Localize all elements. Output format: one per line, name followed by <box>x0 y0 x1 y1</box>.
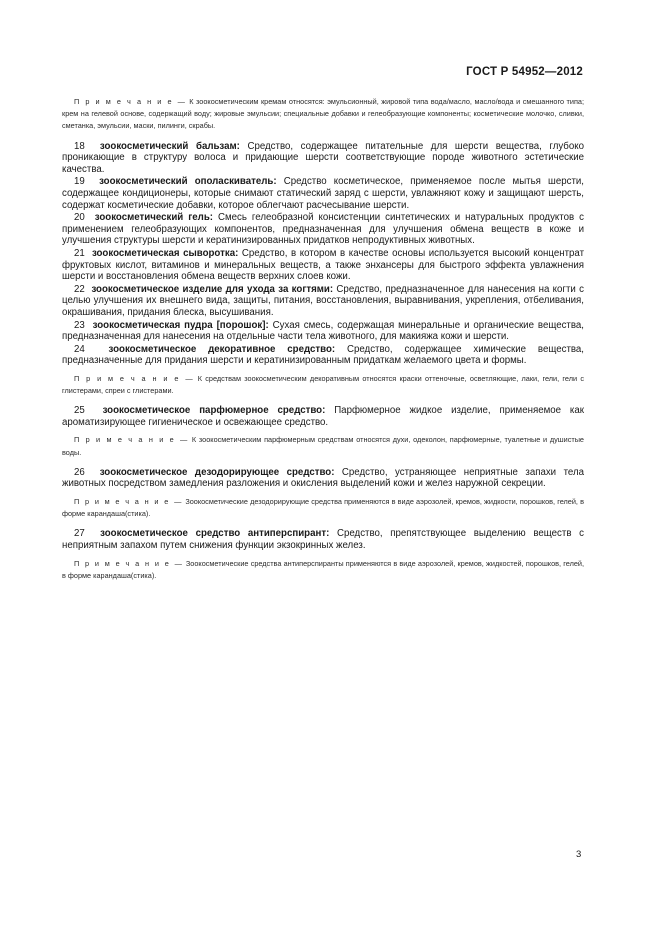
note-label: П р и м е ч а н и е — <box>74 435 190 445</box>
definition-number: 26 <box>74 466 85 478</box>
definition-paragraph <box>62 284 584 319</box>
note-label: П р и м е ч а н и е — <box>74 97 187 106</box>
note-label: П р и м е ч а н и е — <box>74 497 184 507</box>
definition-text: Сухая смесь, содержащая минеральные и органические вещества, предназначенная для нанесения на отдельные части тела животного, для макияжа кожи и шерсти. <box>62 319 584 343</box>
definition-term: зоокосметическое изделие для ухода за когтями: <box>91 283 334 295</box>
definition-text: Смесь гелеобразной консистенции синтетических и натуральных продуктов с применением гелеобразующих компонентов, предназначенная для улучшения обмена веществ в коже и улучшения структуры шерсти и кератинизированных придатков непродуктивных животных. <box>62 212 584 247</box>
definition-text: Средство, содержащее химические вещества, предназначенные для придания шерсти и кератинизированным придаткам желаемого цвета и формы. <box>62 343 584 367</box>
note-text: К средствам зоокосметическим декоративным относятся краски оттеночные, осветляющие, лаки, гели, гели с глистерами, спреи с глистерами. <box>62 373 584 396</box>
note-text: Зоокосметические дезодорирующие средства применяются в виде аэрозолей, кремов, жидкости, порошков, гелей, в форме карандаша(стика). <box>62 497 584 519</box>
definition-term: зоокосметический гель: <box>94 212 213 224</box>
definition-paragraph <box>62 176 584 211</box>
definition-term: зоокосметическое дезодорирующее средство: <box>99 466 335 478</box>
note-paragraph <box>62 496 584 520</box>
definition-number: 18 <box>74 140 85 152</box>
definition-term: зоокосметическая сыворотка: <box>91 247 239 259</box>
definition-term: зоокосметический ополаскиватель: <box>99 176 277 188</box>
definition-paragraph <box>62 528 584 551</box>
definition-paragraph <box>62 320 584 343</box>
note-paragraph <box>62 434 584 458</box>
note-label: П р и м е ч а н и е — <box>74 373 195 383</box>
note-paragraph <box>62 96 584 133</box>
note-paragraph <box>62 558 584 582</box>
definition-paragraph <box>62 248 584 283</box>
definition-term: зоокосметическое парфюмерное средство: <box>102 405 326 417</box>
definition-paragraph <box>62 467 584 490</box>
definition-text: Средство, в котором в качестве основы используется высокий концентрат фруктовых кислот, витаминов и минеральных веществ, а также энхансеры для быстрого эффекта увлажнения шерсти и восстановления обмена веществ верхних слоев кожи. <box>62 247 585 283</box>
definition-number: 19 <box>74 176 85 188</box>
definition-term: зоокосметический бальзам: <box>99 140 240 152</box>
definition-number: 24 <box>74 343 85 355</box>
definition-text: Средство, предназначенное для нанесения на когти с целью улучшения их внешнего вида, защиты, питания, восстановления, выравнивания, укрепления, отбеливания, окрашивания, придания блеска, высушивания. <box>62 283 584 318</box>
note-text: К зоокосметическим кремам относятся: эмульсионный, жировой типа вода/масло, масло/вода и смешанного типа; крем на гелевой основе, содержащий воду; жировые эмульсии; специальные добавки и гелеобразующие компоненты; косметические молочко, сливки, сметанка, эмульсии, маски, пилинги, скрабы. <box>62 97 584 131</box>
note-paragraph <box>62 373 584 397</box>
definition-number: 25 <box>74 405 85 417</box>
document-body <box>62 96 584 590</box>
definition-text: Средство, содержащее питательные для шерсти вещества, глубоко проникающие в структуру волоса и придающие шерсти соответствующие породе животного эстетические качества. <box>62 140 584 175</box>
definition-term: зоокосметическая пудра [порошок]: <box>92 319 269 331</box>
definition-number: 27 <box>74 528 85 540</box>
definition-number: 22 <box>74 283 85 295</box>
definition-number: 20 <box>74 212 85 224</box>
definition-text: Средство косметическое, применяемое после мытья шерсти, содержащее кондиционеры, которые снимают статический заряд с шерсти, увлажняют кожу и защищают шерсть, содержат косметические добавки, которое облегчают расчесывание шерсти. <box>62 176 584 211</box>
definition-term: зоокосметическое декоративное средство: <box>108 343 336 355</box>
definition-paragraph <box>62 405 584 428</box>
definition-term: зоокосметическое средство антиперспирант: <box>100 528 330 540</box>
document-header: ГОСТ Р 54952—2012 <box>466 66 583 78</box>
definition-paragraph <box>62 212 584 247</box>
definition-number: 23 <box>74 319 85 331</box>
definition-paragraph <box>62 141 584 176</box>
definition-text: Средство, препятствующее выделению веществ с неприятным запахом путем снижения функции экзокринных желез. <box>62 528 584 552</box>
note-text: К зоокосметическим парфюмерным средствам относятся духи, одеколон, парфюмерные, туалетные и душистые воды. <box>62 435 584 457</box>
definition-text: Парфюмерное жидкое изделие, применяемое как ароматизирующее гигиеническое и освежающее средство. <box>62 405 584 428</box>
definition-paragraph <box>62 344 584 367</box>
definition-number: 21 <box>74 247 85 259</box>
note-text: Зоокосметические средства антиперспиранты применяются в виде аэрозолей, кремов, жидкостей, порошков, гелей, в форме карандаша(стика). <box>62 558 584 580</box>
page-number: 3 <box>576 849 582 860</box>
note-label: П р и м е ч а н и е — <box>74 558 184 568</box>
definition-text: Средство, устраняющее неприятные запахи тела животных посредством замедления разложения и окисления выделений кожи и желез наружной секреции. <box>62 466 584 490</box>
